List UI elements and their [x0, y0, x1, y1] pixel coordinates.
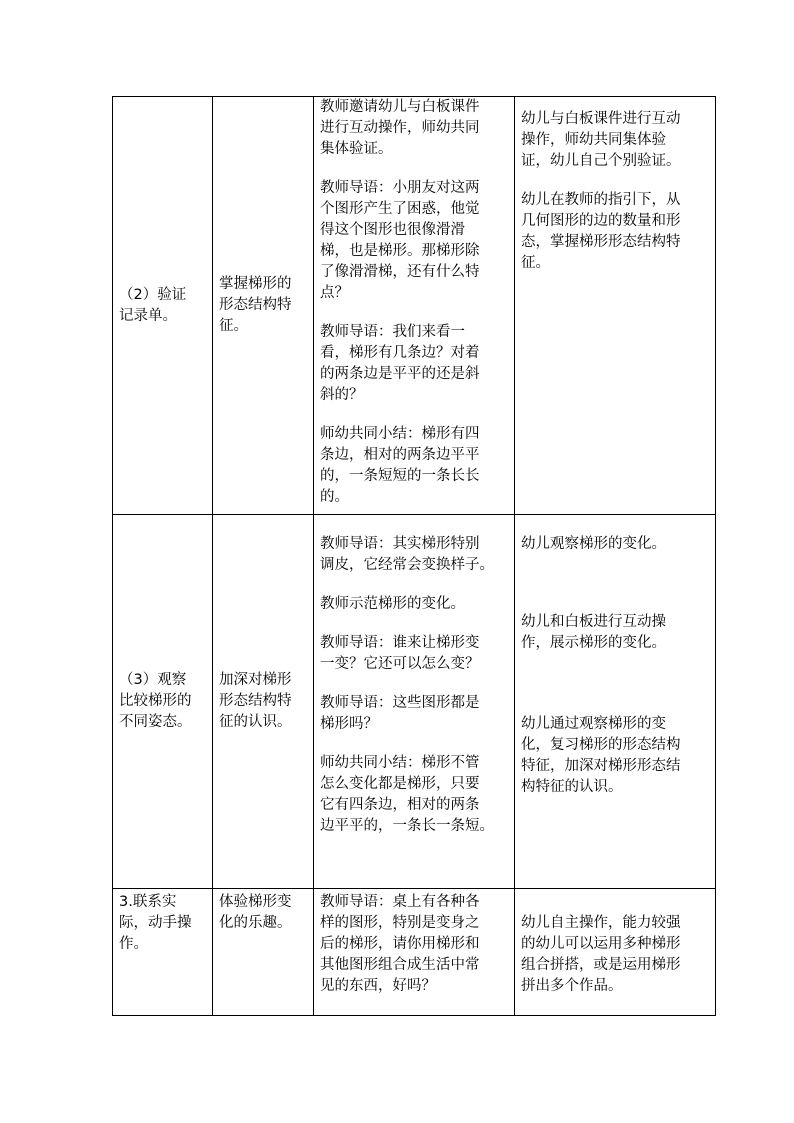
table-row — [113, 514, 715, 889]
goal-cell — [213, 97, 314, 514]
teacher-paragraph: 教师导语：谁来让梯形变 一变？它还可以怎么变？ — [320, 635, 480, 672]
teacher-paragraph: 教师导语：其实梯形特别 调皮，它经常会变换样子。 — [320, 536, 494, 573]
teacher-paragraph: 教师导语：小朋友对这两 个图形产生了困惑，他觉 得这个图形也很像滑滑 梯，也是梯形。那梯形除 了像滑滑梯，还有什么特 点？ — [320, 180, 480, 301]
teacher-paragraph: 师幼共同小结：梯形不管 怎么变化都是梯形，只要 它有四条边，相对的两条 边平平的，一条长一条短。 — [320, 755, 494, 834]
step-text: （2）验证 记录单。 — [119, 286, 187, 324]
goal-text: 体验梯形变 化的乐趣。 — [219, 894, 292, 931]
step-text: （3）观察 比较梯形的 不同姿态。 — [119, 671, 192, 730]
teacher-paragraph: 教师导语：桌上有各种各 样的图形，特别是变身之 后的梯形，请你用梯形和 其他图形组合成生活中常 见的东西，好吗？ — [320, 894, 480, 994]
child-activity-cell — [515, 514, 715, 888]
child-paragraph: 幼儿观察梯形的变化。 — [521, 536, 666, 552]
teacher-paragraph: 教师导语：这些图形都是 梯形吗？ — [320, 695, 480, 732]
step-cell — [113, 514, 213, 888]
teacher-paragraph: 教师示范梯形的变化。 — [320, 596, 465, 612]
table-row — [113, 97, 715, 515]
table-row — [113, 888, 715, 1015]
lesson-plan-table — [112, 96, 716, 1016]
child-paragraph: 幼儿自主操作，能力较强 的幼儿可以运用多种梯形 组合拼搭，或是运用梯形 拼出多个作品。 — [521, 915, 681, 994]
child-paragraph: 幼儿和白板进行互动操 作，展示梯形的变化。 — [521, 614, 666, 651]
teacher-activity-cell — [314, 888, 515, 1015]
child-activity-cell — [515, 888, 715, 1015]
teacher-activity-cell — [314, 97, 515, 514]
child-paragraph: 幼儿通过观察梯形的变 化，复习梯形的形态结构 特征，加深对梯形形态结 构特征的认识。 — [521, 716, 681, 795]
child-paragraph: 幼儿与白板课件进行互动 操作，师幼共同集体验 证，幼儿自己个别验证。 — [521, 111, 681, 169]
step-cell — [113, 97, 213, 514]
goal-text: 加深对梯形 形态结构特 征的认识。 — [219, 671, 292, 730]
goal-cell — [213, 514, 314, 888]
child-activity-cell — [515, 97, 715, 514]
teacher-paragraph: 师幼共同小结：梯形有四 条边，相对的两条边平平 的，一条短短的一条长长 的。 — [320, 426, 480, 505]
goal-text: 掌握梯形的 形态结构特 征。 — [219, 276, 292, 334]
step-text: 3.联系实 际，动手操 作。 — [119, 894, 192, 952]
goal-cell — [213, 888, 314, 1015]
step-cell — [113, 888, 213, 1015]
teacher-paragraph: 教师导语：我们来看一 看，梯形有几条边？对着 的两条边是平平的还是斜 斜的？ — [320, 324, 480, 403]
teacher-paragraph: 教师邀请幼儿与白板课件 进行互动操作，师幼共同 集体验证。 — [320, 99, 480, 157]
child-paragraph: 幼儿在教师的指引下，从 几何图形的边的数量和形 态，掌握梯形形态结构特 征。 — [521, 192, 681, 271]
teacher-activity-cell — [314, 514, 515, 888]
